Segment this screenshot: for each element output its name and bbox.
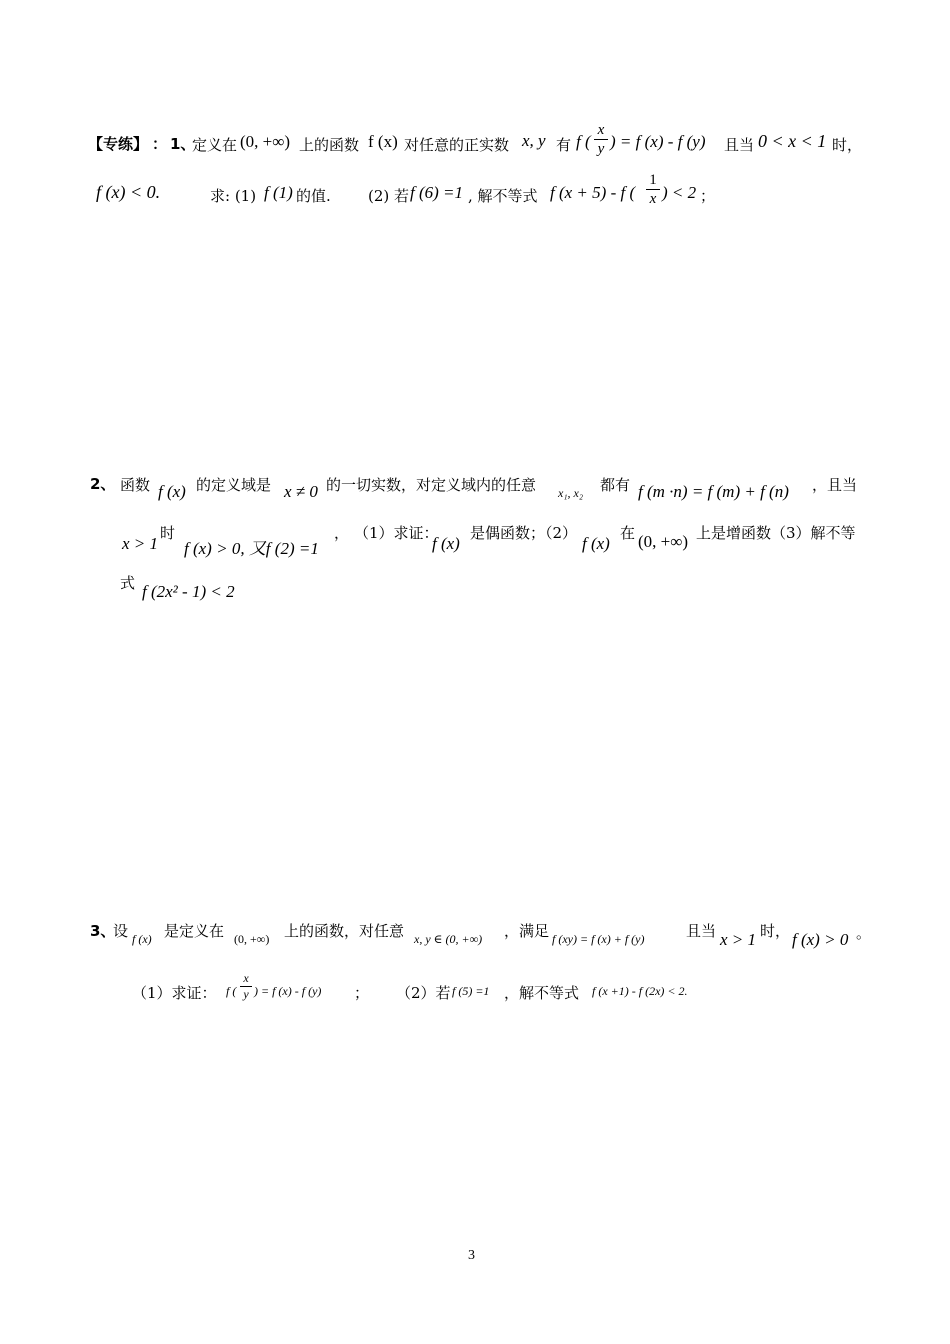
label-colon: ： xyxy=(152,135,168,153)
frac-denominator: y xyxy=(243,987,249,1001)
p3-text: 时， xyxy=(760,922,791,940)
p3-text: 且当 xyxy=(686,922,717,940)
p3-semicolon: ； xyxy=(354,984,370,1002)
p2-interval: (0, +∞) xyxy=(638,532,689,551)
p2-part3: 上是增函数（3）解不等 xyxy=(696,524,856,542)
p1-ineq-end: ) < 2 xyxy=(662,183,697,202)
p1-text: 有 xyxy=(556,136,572,154)
p3-period: 。 xyxy=(856,924,872,942)
p1-part2: (2) 若 xyxy=(368,187,410,205)
p1-f-open: f ( xyxy=(576,132,591,151)
p2-cond-x: x > 1 xyxy=(122,534,159,553)
frac-denominator: x xyxy=(649,191,657,207)
p1-fraction-2 xyxy=(646,172,660,207)
problem-3-number: 3、 xyxy=(90,922,116,940)
problem-1-number: 1、 xyxy=(170,135,196,153)
p3-f-open: f ( xyxy=(226,984,237,998)
p3-part2: （2）若 xyxy=(396,984,451,1002)
p1-text: 时， xyxy=(832,136,863,154)
p3-inequality: f (x +1) - f (2x) < 2. xyxy=(592,984,688,998)
p1-interval: (0, +∞) xyxy=(240,132,291,151)
frac-bar xyxy=(594,139,608,140)
p2-fx: f (x) xyxy=(158,482,186,501)
p3-interval: (0, +∞) xyxy=(234,932,270,946)
p2-text: 的一切实数，对定义域内的任意 xyxy=(326,476,537,494)
p3-identity: ) = f (x) - f (y) xyxy=(254,984,322,998)
p3-solve: ，解不等式 xyxy=(504,984,580,1002)
p2-given: f (x) > 0, 又f (2) =1 xyxy=(184,539,319,558)
p1-given: f (x) < 0. xyxy=(96,182,161,202)
p1-condition: 0 < x < 1 xyxy=(758,131,827,151)
p1-f6: f (6) =1 xyxy=(410,183,464,202)
p2-text: 式 xyxy=(120,574,136,592)
p2-comma: ， xyxy=(334,524,350,542)
frac-numerator: x xyxy=(597,122,605,138)
p1-text: 且当 xyxy=(724,136,755,154)
p1-fraction xyxy=(594,122,608,157)
p3-cond-fx: f (x) > 0 xyxy=(792,930,849,949)
p3-text: 设 xyxy=(113,922,129,940)
page-number: 3 xyxy=(468,1248,475,1263)
p2-vars: x₁, x₂ xyxy=(558,486,583,500)
p3-text: ，满足 xyxy=(504,922,550,940)
frac-numerator: 1 xyxy=(649,172,657,188)
frac-denominator: y xyxy=(597,141,605,157)
p3-text: 上的函数，对任意 xyxy=(284,922,405,940)
p1-solve: , 解不等式 xyxy=(468,187,538,205)
p2-text: 都有 xyxy=(600,476,631,494)
p3-part1: （1）求证： xyxy=(132,984,217,1002)
p3-fraction xyxy=(240,972,252,1001)
p2-equation: f (m ·n) = f (m) + f (n) xyxy=(638,482,789,501)
p2-text: ，且当 xyxy=(812,476,858,494)
p1-semicolon: ； xyxy=(700,187,716,205)
p1-xy: x, y xyxy=(522,131,546,150)
p1-rhs: ) = f (x) - f (y) xyxy=(610,132,706,151)
p3-vars: x, y ∈ (0, +∞) xyxy=(414,932,483,946)
p1-f1: f (1) xyxy=(264,183,293,202)
problem-2-number: 2、 xyxy=(90,475,116,493)
p2-fx-inc: f (x) xyxy=(582,534,610,553)
p2-part1: （1）求证： xyxy=(354,524,439,542)
p2-text: 在 xyxy=(620,524,636,542)
p1-fx: f (x) xyxy=(368,132,398,151)
p1-ineq: f (x + 5) - f ( xyxy=(550,183,636,202)
p3-text: 是定义在 xyxy=(164,922,225,940)
p3-fx: f (x) xyxy=(132,932,152,946)
p2-fx-even: f (x) xyxy=(432,534,460,553)
practice-label: 【专练】 xyxy=(88,135,149,153)
p1-text: 的值. xyxy=(296,187,331,205)
p3-equation: f (xy) = f (x) + f (y) xyxy=(552,932,645,946)
p2-text: 函数 xyxy=(120,476,151,494)
p2-part2: 是偶函数；（2） xyxy=(470,524,578,542)
p3-cond-x: x > 1 xyxy=(720,930,757,949)
p2-text: 时 xyxy=(160,524,176,542)
p3-f5: f (5) =1 xyxy=(452,984,490,998)
p1-text: 对任意的正实数 xyxy=(404,136,510,154)
p1-text: 上的函数 xyxy=(299,136,360,154)
p2-text: 的定义域是 xyxy=(196,476,272,494)
frac-numerator: x xyxy=(243,971,249,985)
p1-ask: 求: (1) xyxy=(210,187,257,205)
p1-text: 定义在 xyxy=(192,136,238,154)
p2-inequality: f (2x² - 1) < 2 xyxy=(142,582,235,601)
p2-domain: x ≠ 0 xyxy=(284,482,318,501)
frac-bar xyxy=(646,189,660,190)
